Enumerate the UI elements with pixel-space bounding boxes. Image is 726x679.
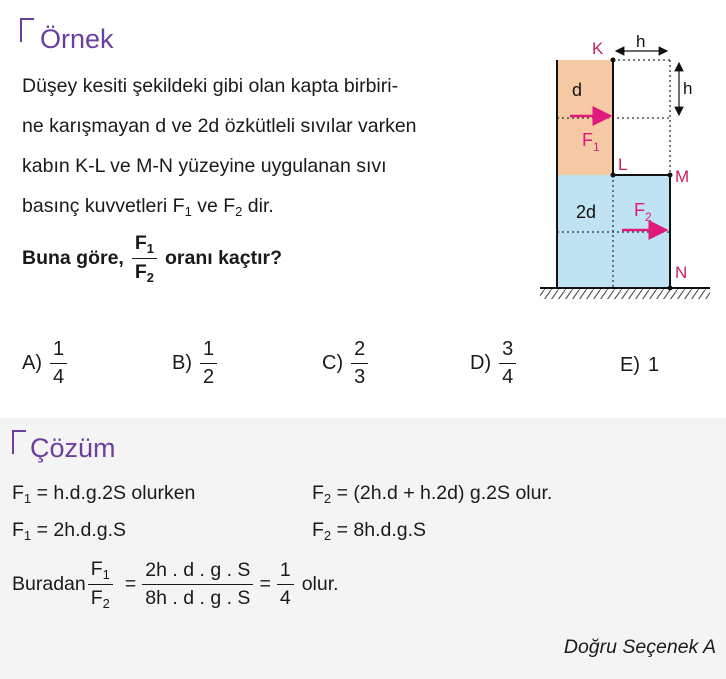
ask-den: F <box>134 261 147 283</box>
label-K: K <box>592 39 604 58</box>
solution-line1-right: $F_2 = (2h.d + h.2d)$ g.2S olur. <box>312 482 553 506</box>
option-b-den: 2 <box>203 366 215 388</box>
question-line-1: Düşey kesiti şekildeki gibi olan kapta birbiri- <box>22 75 399 97</box>
line4-mid: ve F <box>191 195 236 217</box>
ask-prefix: Buna göre, <box>22 247 124 269</box>
ratio-fraction-2: $\frac{2h . d . g . S}{8h . d . g . S}$ <box>142 559 253 610</box>
label-h-side: h <box>683 79 693 98</box>
top-liquid <box>557 60 613 175</box>
option-b-num: 1 <box>203 338 215 360</box>
ratio-fraction-1: $\frac{F_1}{F_2}$ <box>88 558 113 611</box>
line4-sub2: 2 <box>235 204 243 219</box>
ground-hatch <box>540 289 710 299</box>
option-e[interactable] <box>620 354 659 377</box>
answer-label: Doğru Seçenek A <box>563 636 716 658</box>
container-figure <box>530 30 720 305</box>
question-line-4 <box>22 194 274 224</box>
option-a-letter: A) <box>22 352 42 374</box>
option-d-letter: D) <box>470 352 492 374</box>
option-e-value: 1 <box>648 354 660 376</box>
ask-num-sub: 1 <box>146 241 154 256</box>
question-line-2: ne karışmayan d ve 2d özkütleli sıvılar varken <box>22 115 417 137</box>
force2-label: $F_2$ <box>634 200 652 224</box>
option-d-fraction <box>499 338 516 389</box>
option-a[interactable] <box>22 338 67 389</box>
option-c[interactable] <box>322 338 368 389</box>
solution-line2-left: $F_1 = 2h.d.g.S$ <box>12 519 127 543</box>
question-line-3: kabın K-L ve M-N yüzeyine uygulanan sıvı <box>22 155 387 177</box>
question-ask <box>22 232 282 285</box>
option-a-num: 1 <box>53 338 65 360</box>
label-h-top: h <box>636 32 646 51</box>
line4-prefix: basınç kuvvetleri F <box>22 195 185 217</box>
equals-2: = <box>259 573 271 595</box>
solution-heading-bracket <box>12 430 26 454</box>
option-e-letter: E) <box>620 354 640 376</box>
result-suffix: olur. <box>301 573 339 595</box>
liquid-top-label: d <box>572 80 583 100</box>
liquid-bottom-label: 2d <box>576 202 597 222</box>
option-d-den: 4 <box>502 366 514 388</box>
option-b[interactable] <box>172 338 217 389</box>
option-a-den: 4 <box>53 366 65 388</box>
force1-label: $F_1$ <box>582 130 600 154</box>
solution-line2-right: $F_2 = 8h.d.g.S$ <box>312 519 427 543</box>
option-c-letter: C) <box>322 352 344 374</box>
solution-heading: Çözüm <box>30 433 116 463</box>
option-c-fraction <box>351 338 368 389</box>
option-c-num: 2 <box>354 338 366 360</box>
label-N: N <box>675 263 688 282</box>
option-d-num: 3 <box>502 338 514 360</box>
ask-num: F <box>134 232 147 254</box>
line4-sub1: 1 <box>184 204 192 219</box>
solution-panel <box>0 418 726 679</box>
ratio-fraction-3: $\frac{1}{4}$ <box>277 559 294 610</box>
label-M: M <box>675 167 690 186</box>
option-d[interactable] <box>470 338 516 389</box>
label-L: L <box>618 155 628 174</box>
option-b-letter: B) <box>172 352 192 374</box>
example-heading: Örnek <box>40 24 114 54</box>
option-c-den: 3 <box>354 366 366 388</box>
ask-suffix: oranı kaçtır? <box>165 247 283 269</box>
equals-1: = <box>124 573 137 595</box>
buradan-label: Buradan <box>12 573 86 595</box>
example-heading-bracket <box>20 18 34 42</box>
ask-fraction <box>132 232 157 285</box>
solution-line1-left: $F_1 = h.d.g.2S$ olurken <box>12 482 196 506</box>
solution-ratio <box>12 558 339 611</box>
ask-den-sub: 2 <box>146 270 154 285</box>
option-b-fraction <box>200 338 217 389</box>
line4-suffix: dir. <box>242 195 274 217</box>
option-a-fraction <box>50 338 67 389</box>
